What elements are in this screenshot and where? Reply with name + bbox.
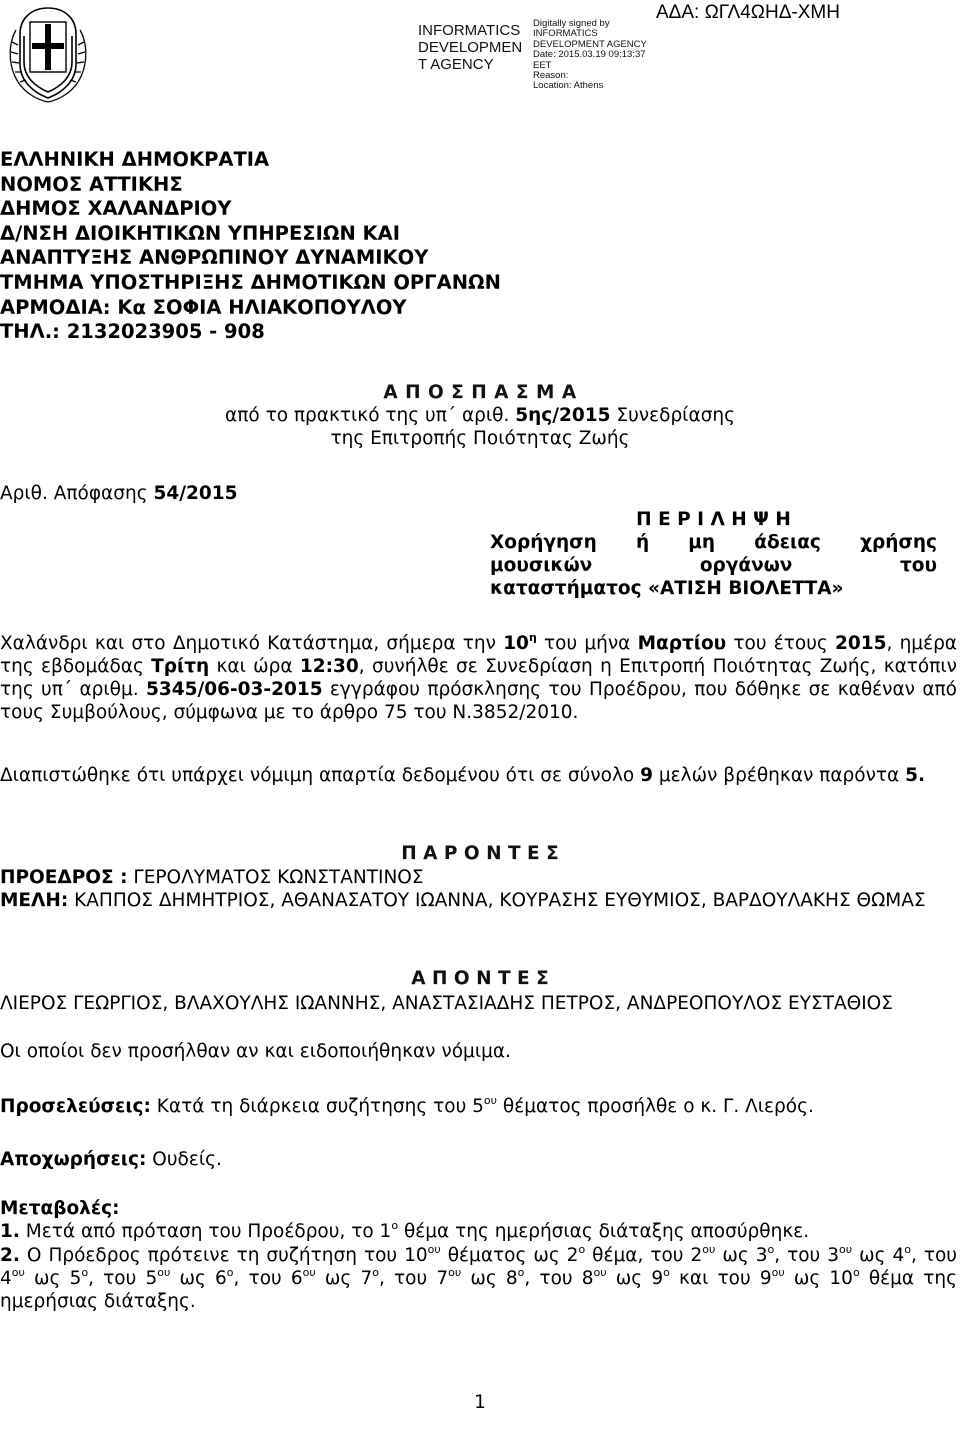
members-line: [0, 889, 957, 912]
ordinal-suffix: ο: [81, 1265, 89, 1279]
authority-line: ΝΟΜΟΣ ΑΤΤΙΚΗΣ: [0, 172, 183, 196]
ordinal-suffix: ο: [663, 1265, 670, 1279]
extract-text: από το πρακτικό της υπ΄ αριθ.: [225, 405, 516, 426]
ordinal-suffix: ου: [427, 1242, 441, 1256]
item-text: Μετά από πρόταση του Προέδρου, το 1: [19, 1221, 392, 1242]
item-text-fragment: , του 8: [524, 1268, 594, 1289]
ordinal-suffix: ου: [11, 1265, 25, 1279]
intro-text: , συνήλθε σε Συνεδρίαση η Επιτροπή Ποιότητας Ζωής, κατόπιν της υπ΄ αριθμ.: [0, 656, 957, 700]
intro-text: , ημέρα της εβδομάδας: [0, 633, 958, 677]
signer-name-line: DEVELOPMEN: [418, 39, 523, 56]
signature-line: Digitally signed by: [533, 18, 610, 29]
meeting-day: 10: [503, 633, 529, 654]
departures-text: Ουδείς.: [146, 1149, 222, 1170]
intro-paragraph: [0, 632, 957, 724]
ordinal-suffix: ου: [771, 1265, 785, 1279]
intro-text: Χαλάνδρι και στο Δημοτικό Κατάστημα, σήμερα την: [0, 633, 504, 654]
authority-line: ΑΡΜΟΔΙΑ: Κα ΣΟΦΙΑ ΗΛΙΑΚΟΠΟΥΛΟΥ: [0, 295, 407, 319]
signer-name-line: T AGENCY: [418, 56, 494, 73]
intro-text: και ώρα: [209, 656, 300, 677]
authority-line: ΕΛΛΗΝΙΚΗ ΔΗΜΟΚΡΑΤΙΑ: [0, 148, 270, 171]
item-text-fragment: ως 3: [715, 1245, 768, 1266]
ordinal-suffix: ο: [391, 1218, 399, 1232]
absent-note: Οι οποίοι δεν προσήλθαν αν και ειδοποιήθηκαν νόμιμα.: [0, 1041, 511, 1062]
arrivals-text: θέματος προσήλθε ο κ. Γ. Λιερός.: [497, 1096, 814, 1117]
item-text-fragment: , του 4: [0, 1245, 957, 1289]
meeting-year: 2015: [834, 633, 887, 654]
ordinal-suffix: ου: [448, 1265, 462, 1279]
signature-line: INFORMATICS: [533, 28, 598, 40]
summary-line: μουσικών οργάνων του: [490, 555, 937, 576]
summary-title: Π Ε Ρ Ι Λ Η Ψ Η: [636, 509, 791, 530]
item-text-fragment: , του 7: [378, 1268, 449, 1289]
arrivals-text: Κατά τη διάρκεια συζήτησης του 5: [150, 1096, 484, 1117]
changes-label: Μεταβολές:: [0, 1198, 120, 1219]
extract-text: Συνεδρίασης: [610, 405, 735, 426]
item-text-fragment: ως 6: [170, 1268, 227, 1289]
decision-label: Αριθ. Απόφασης: [0, 483, 154, 504]
summary-line: Χορήγηση ή μη άδειας χρήσης: [490, 532, 937, 553]
ordinal-suffix: ου: [702, 1242, 716, 1256]
item-text-fragment: θέμα, του 2: [585, 1245, 703, 1266]
invitation-number: 5345/06-03-2015: [146, 679, 323, 700]
ordinal-suffix: ου: [483, 1093, 498, 1107]
ordinal-suffix: ο: [372, 1265, 379, 1279]
item-text-fragment: ως 9: [606, 1268, 664, 1289]
authority-line: ΔΗΜΟΣ ΧΑΛΑΝΔΡΙΟΥ: [0, 197, 232, 221]
item-text-fragment: ως 10: [784, 1268, 853, 1289]
item-text-fragment: Ο Πρόεδρος πρότεινε τη συζήτηση του 10: [19, 1245, 428, 1266]
meeting-weekday: Τρίτη: [151, 656, 210, 677]
item-number: 2.: [0, 1245, 20, 1266]
ordinal-suffix: ο: [226, 1265, 234, 1279]
intro-text: εγγράφου πρόσκλησης του Προέδρου, που δόθηκε σε καθέναν από τους Συμβούλους, σύμφωνα με το άρθρο 75 του Ν.3852/2010.: [0, 679, 958, 723]
intro-text: του έτους: [726, 633, 835, 654]
ordinal-suffix: ου: [302, 1265, 316, 1279]
meeting-month: Μαρτίου: [637, 633, 727, 654]
item-text-fragment: , του 3: [774, 1245, 839, 1266]
item-text: [0, 1242, 957, 1312]
members-label: ΜΕΛΗ:: [0, 890, 69, 911]
members-total: 9: [640, 765, 653, 786]
item-text-fragment: , του 5: [88, 1268, 158, 1289]
changes-item-2: [0, 1244, 957, 1313]
signature-line: Location: Athens: [533, 80, 604, 92]
signature-line: DEVELOPMENT AGENCY: [533, 38, 647, 50]
signer-name-line: INFORMATICS: [418, 22, 521, 39]
ordinal-suffix: η: [528, 630, 537, 644]
authority-line: ΤΗΛ.: 2132023905 - 908: [0, 320, 265, 344]
item-text-fragment: ως 5: [24, 1268, 82, 1289]
summary-block: [490, 507, 937, 600]
changes-item-1: [0, 1220, 957, 1243]
arrivals-label: Προσελεύσεις:: [0, 1096, 151, 1117]
item-text-fragment: θέματος ως 2: [440, 1245, 579, 1266]
departures-line: [0, 1148, 222, 1171]
decision-number: 54/2015: [153, 483, 238, 504]
meeting-time: 12:30: [299, 656, 359, 677]
authority-header: [0, 148, 501, 345]
ordinal-suffix: ο: [852, 1265, 860, 1279]
ada-code: ΑΔΑ: ΩΓΛ4ΩΗΔ-ΧΜΗ: [656, 2, 840, 23]
members-present: 5.: [905, 765, 926, 786]
chair-label: ΠΡΟΕΔΡΟΣ :: [0, 867, 128, 888]
item-text-fragment: ως 7: [315, 1268, 373, 1289]
ordinal-suffix: ου: [593, 1265, 607, 1279]
chair-line: [0, 866, 957, 889]
ordinal-suffix: ου: [839, 1242, 853, 1256]
item-text-fragment: ως 4: [852, 1245, 905, 1266]
page-number: 1: [474, 1392, 486, 1413]
signature-line: Reason:: [533, 70, 569, 82]
ordinal-suffix: ο: [767, 1242, 775, 1256]
digital-signature-details: [533, 19, 647, 92]
quorum-text: Διαπιστώθηκε ότι υπάρχει νόμιμη απαρτία δεδομένου ότι σε σύνολο: [0, 765, 641, 786]
present-title: Π Α Ρ Ο Ν Τ Ε Σ: [401, 843, 559, 864]
ordinal-suffix: ο: [517, 1265, 525, 1279]
authority-line: ΑΝΑΠΤΥΞΗΣ ΑΝΘΡΩΠΙΝΟΥ ΔΥΝΑΜΙΚΟΥ: [0, 246, 429, 270]
ordinal-suffix: ου: [157, 1265, 171, 1279]
chair-name: ΓΕΡΟΛΥΜΑΤΟΣ ΚΩΝΣΤΑΝΤΙΝΟΣ: [127, 867, 424, 888]
summary-line: καταστήματος «ΑΤΙΣΗ ΒΙΟΛΕΤΤΑ»: [490, 578, 844, 599]
authority-line: ΤΜΗΜΑ ΥΠΟΣΤΗΡΙΞΗΣ ΔΗΜΟΤΙΚΩΝ ΟΡΓΑΝΩΝ: [0, 270, 501, 294]
authority-line: Δ/ΝΣΗ ΔΙΟΙΚΗΤΙΚΩΝ ΥΠΗΡΕΣΙΩΝ ΚΑΙ: [0, 221, 401, 245]
ordinal-suffix: ο: [904, 1242, 911, 1256]
signature-line: EET: [533, 59, 552, 71]
intro-text: του μήνα: [536, 633, 638, 654]
extract-line-2: της Επιτροπής Ποιότητας Ζωής: [330, 428, 630, 449]
members-names: ΚΑΠΠΟΣ ΔΗΜΗΤΡΙΟΣ, ΑΘΑΝΑΣΑΤΟΥ ΙΩΑΝΝΑ, ΚΟΥΡΑΣΗΣ ΕΥΘΥΜΙΟΣ, ΒΑΡΔΟΥΛΑΚΗΣ ΘΩΜΑΣ: [68, 890, 926, 911]
signer-name: [418, 22, 522, 73]
item-text-fragment: , του 6: [233, 1268, 303, 1289]
quorum-paragraph: [0, 764, 957, 787]
decision-number-line: [0, 482, 237, 505]
signature-line: Date: 2015.03.19 09:13:37: [533, 49, 646, 61]
item-text: θέμα της ημερήσιας διάταξης αποσύρθηκε.: [398, 1221, 810, 1242]
arrivals-line: [0, 1095, 814, 1118]
extract-line-1: [180, 404, 780, 427]
absent-list: ΛΙΕΡΟΣ ΓΕΩΡΓΙΟΣ, ΒΛΑΧΟΥΛΗΣ ΙΩΑΝΝΗΣ, ΑΝΑΣΤΑΣΙΑΔΗΣ ΠΕΤΡΟΣ, ΑΝΔΡΕΟΠΟΥΛΟΣ ΕΥΣΤΑΘΙΟΣ: [0, 993, 893, 1014]
departures-label: Αποχωρήσεις:: [0, 1149, 147, 1170]
absent-title: Α Π Ο Ν Τ Ε Σ: [411, 968, 549, 989]
item-text-fragment: και του 9: [669, 1268, 772, 1289]
item-text-fragment: ως 8: [461, 1268, 518, 1289]
extract-title: Α Π Ο Σ Π Α Σ Μ Α: [383, 382, 577, 403]
item-number: 1.: [0, 1221, 20, 1242]
session-number: 5ης/2015: [515, 405, 611, 426]
ordinal-suffix: ο: [578, 1242, 586, 1256]
greek-coat-of-arms-emblem: [2, 0, 94, 106]
extract-block: [180, 381, 780, 450]
item-text-fragment: θέμα της ημερήσιας διάταξης.: [0, 1268, 957, 1312]
present-list: [0, 866, 957, 912]
quorum-text: μελών βρέθηκαν παρόντα: [652, 765, 906, 786]
